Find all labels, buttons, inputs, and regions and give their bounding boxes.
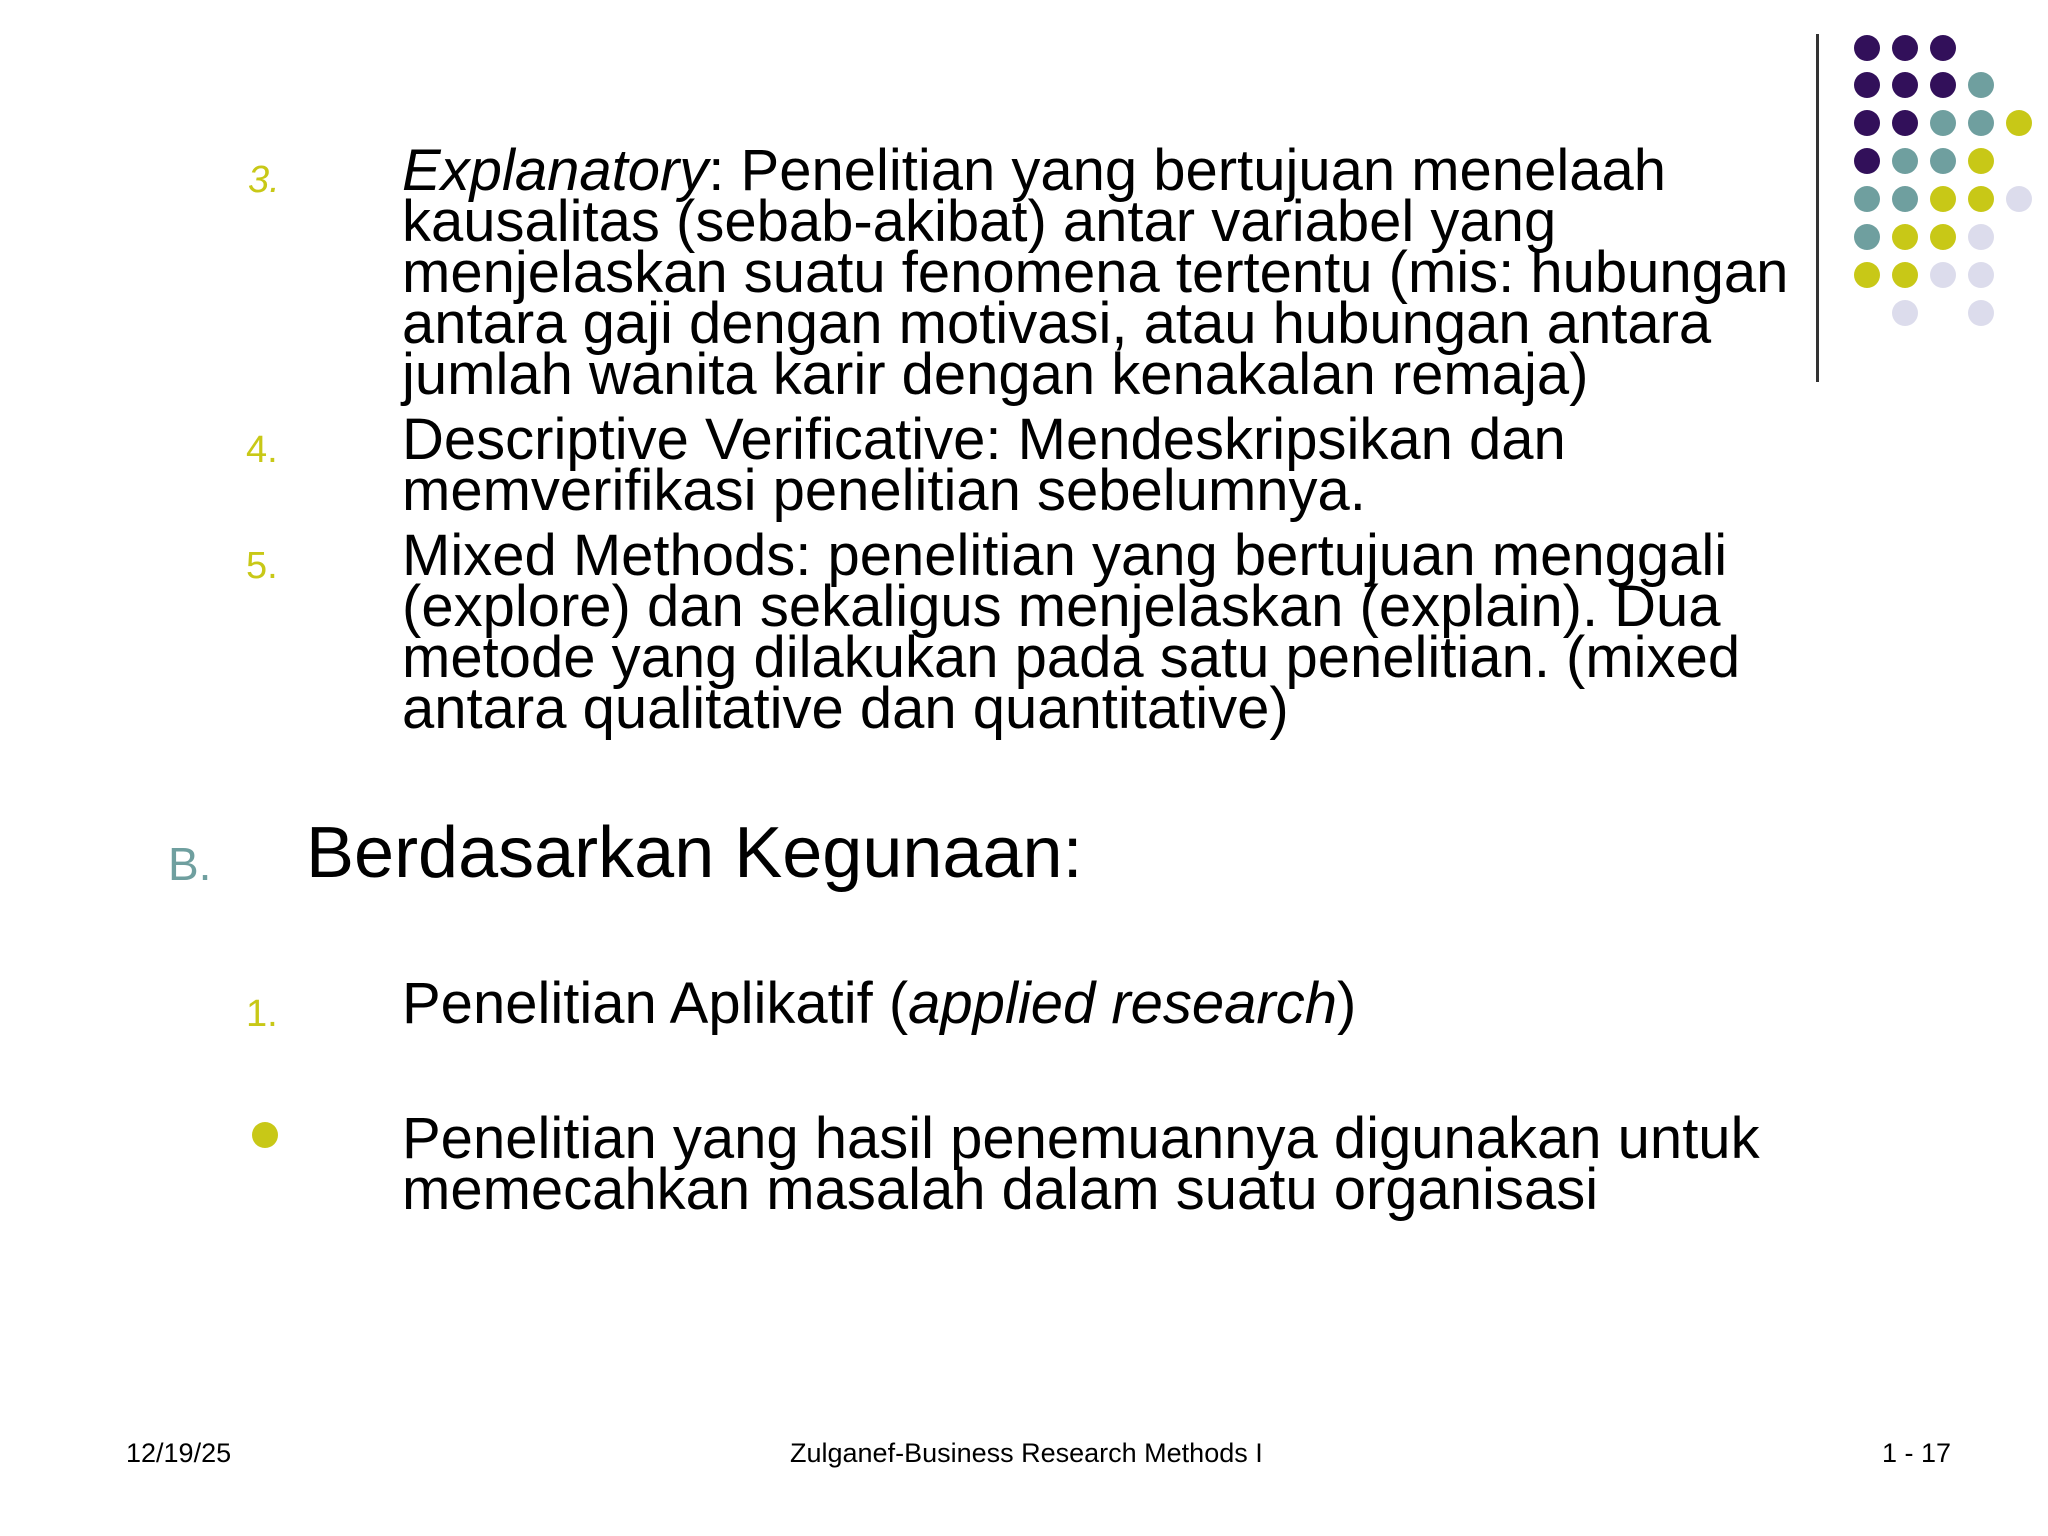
list-marker-4: 4. xyxy=(246,429,278,471)
dot xyxy=(1968,110,1994,136)
dot xyxy=(1930,110,1956,136)
dot xyxy=(1854,148,1880,174)
dot xyxy=(1930,35,1956,61)
dot xyxy=(1968,262,1994,288)
dot xyxy=(1930,72,1956,98)
dot xyxy=(1892,224,1918,250)
list-item-1: Penelitian Aplikatif (applied research) xyxy=(402,971,1357,1036)
dot xyxy=(1968,148,1994,174)
list-item-5-line-4: antara qualitative dan quantitative) xyxy=(402,676,1289,741)
dot xyxy=(1892,35,1918,61)
section-marker-b: B. xyxy=(168,838,212,890)
dot xyxy=(1892,300,1918,326)
list-item-3-line-3: menjelaskan suatu fenomena tertentu (mis: hubungan xyxy=(402,240,1789,305)
list-item-5-line-1: Mixed Methods: penelitian yang bertujuan menggali xyxy=(402,523,1728,588)
list-item-4-line-1: Descriptive Verificative: Mendeskripsikan dan xyxy=(402,407,1566,472)
dot xyxy=(2006,186,2032,212)
dot xyxy=(1892,148,1918,174)
footer-page-number: 1 - 17 xyxy=(1882,1438,1952,1468)
list-item-5-line-2: (explore) dan sekaligus menjelaskan (explain). Dua xyxy=(402,574,1721,639)
bullet-icon xyxy=(252,1122,278,1148)
list-item-3-line-1: Explanatory: Penelitian yang bertujuan menelaah xyxy=(402,138,1666,203)
footer-date: 12/19/25 xyxy=(126,1438,232,1468)
bullet-line-1: Penelitian yang hasil penemuannya digunakan untuk xyxy=(402,1106,1760,1171)
list-item-5-line-3: metode yang dilakukan pada satu penelitian. (mixed xyxy=(402,625,1741,690)
bullet-line-2: memecahkan masalah dalam suatu organisasi xyxy=(402,1157,1599,1222)
footer-title: Zulganef-Business Research Methods I xyxy=(790,1438,1263,1468)
dot xyxy=(1854,35,1880,61)
dot xyxy=(1930,262,1956,288)
dot xyxy=(1854,110,1880,136)
dot xyxy=(1930,186,1956,212)
list-item-3-line-4: antara gaji dengan motivasi, atau hubungan antara xyxy=(402,291,1712,356)
section-heading: Berdasarkan Kegunaan: xyxy=(306,813,1083,893)
vertical-divider xyxy=(1816,34,1819,382)
term-applied-research: applied research xyxy=(908,971,1337,1036)
dot xyxy=(1854,186,1880,212)
dot xyxy=(1930,148,1956,174)
list-item-4-line-2: memverifikasi penelitian sebelumnya. xyxy=(402,458,1366,523)
dot xyxy=(1930,224,1956,250)
dot xyxy=(1968,186,1994,212)
list-marker-3: 3. xyxy=(248,159,280,201)
dot xyxy=(1892,262,1918,288)
list-item-3-line-5: jumlah wanita karir dengan kenakalan remaja) xyxy=(402,342,1589,407)
term-explanatory: Explanatory xyxy=(402,138,709,203)
dot xyxy=(1968,72,1994,98)
dot xyxy=(1892,110,1918,136)
list-marker-1: 1. xyxy=(246,993,278,1035)
list-marker-5: 5. xyxy=(246,545,278,587)
dot xyxy=(1892,72,1918,98)
dot xyxy=(1854,72,1880,98)
dot xyxy=(1854,224,1880,250)
dot xyxy=(1892,186,1918,212)
list-item-3-line-2: kausalitas (sebab-akibat) antar variabel yang xyxy=(402,189,1557,254)
dot xyxy=(2006,110,2032,136)
dot xyxy=(1854,262,1880,288)
dot xyxy=(1968,300,1994,326)
dot xyxy=(1968,224,1994,250)
